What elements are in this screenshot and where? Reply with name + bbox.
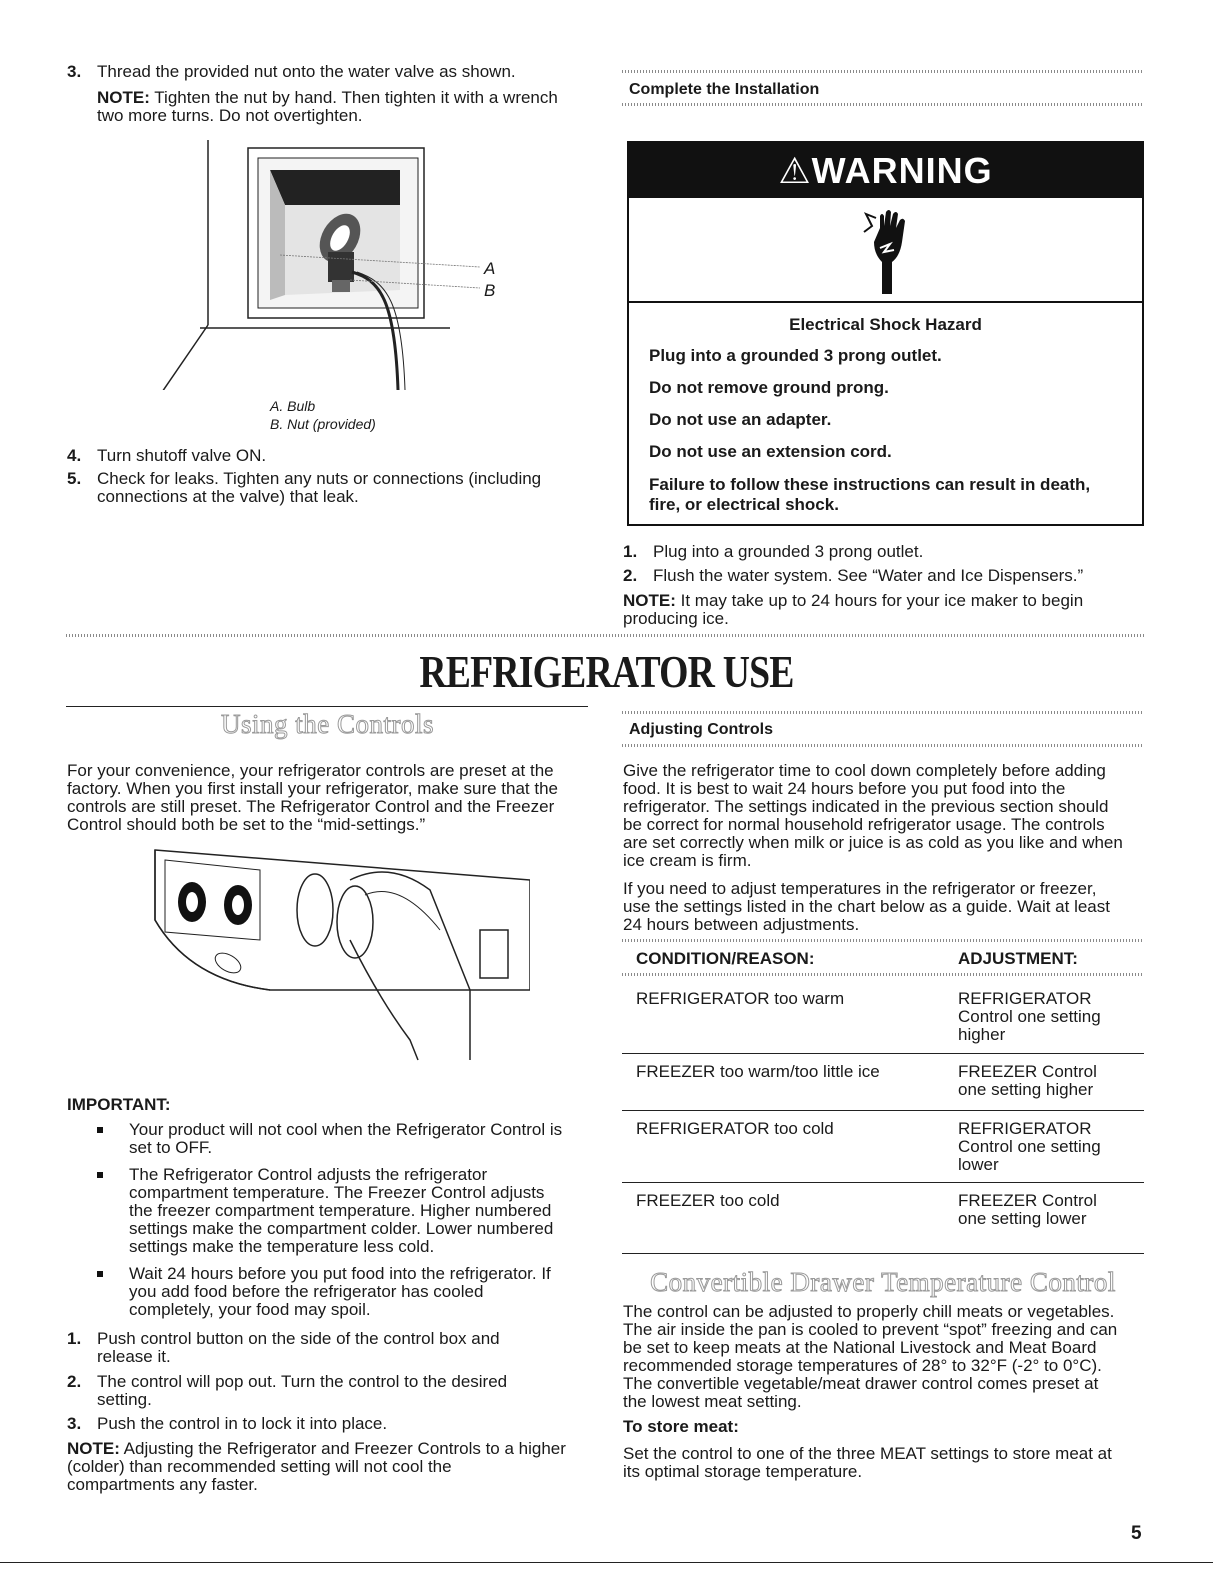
note-text: Tighten the nut by hand. Then tighten it with a wrench: [149, 88, 558, 107]
section-title-adjusting-controls: Adjusting Controls: [629, 721, 773, 738]
install-step-2: [623, 567, 1143, 585]
bullet-icon: [97, 1271, 103, 1277]
step-number: 1.: [67, 1329, 82, 1348]
condition-cell: REFRIGERATOR too cold: [636, 1119, 834, 1138]
install-step-1: [623, 543, 1143, 561]
section-heading-using-controls: Using the Controls: [220, 709, 434, 739]
divider: [622, 103, 1144, 106]
para-line: the lowest meat setting.: [623, 1392, 802, 1411]
warn-line-4: Do not use an extension cord.: [649, 442, 892, 461]
note-text: It may take up to 24 hours for your ice maker to begin: [675, 591, 1084, 610]
step-number: 2.: [623, 566, 638, 585]
control-note: [67, 1440, 612, 1494]
step-text: Flush the water system. See “Water and Ice Dispensers.”: [653, 566, 1084, 585]
adjustment-line: FREEZER Control: [958, 1062, 1097, 1081]
note-text-2: (colder) than recommended setting will not cool the: [67, 1457, 452, 1476]
store-meat-label: To store meat:: [623, 1417, 739, 1436]
convertible-paragraph: [623, 1303, 1151, 1411]
adjustment-line: Control one setting: [958, 1007, 1101, 1026]
step-text: Plug into a grounded 3 prong outlet.: [653, 542, 924, 561]
section-title-complete-installation: Complete the Installation: [629, 81, 820, 98]
step-number: 2.: [67, 1372, 82, 1391]
caption-a: A. Bulb: [270, 398, 316, 414]
table-header-adjustment: ADJUSTMENT:: [958, 949, 1078, 968]
adjustment-cell: [958, 990, 1101, 1044]
para-line: Set the control to one of the three MEAT settings to store meat at: [623, 1444, 1112, 1463]
adjustment-line: higher: [958, 1025, 1006, 1044]
table-row-rule: [622, 1053, 1144, 1054]
step-number: 3.: [67, 1414, 82, 1433]
label-a: A: [484, 259, 496, 278]
step-text-2: connections at the valve) that leak.: [97, 487, 359, 506]
bullet-line: the freezer compartment temperature. Higher numbered: [129, 1201, 552, 1220]
valve-note: [97, 89, 617, 125]
divider: [622, 70, 1144, 73]
divider: [622, 711, 1144, 714]
intro-line: Control should both be set to the “mid-settings.”: [67, 815, 426, 834]
para-line: If you need to adjust temperatures in the refrigerator or freezer,: [623, 879, 1097, 898]
warn-line-5: Failure to follow these instructions can result in death,: [649, 475, 1091, 494]
adjustment-cell: [958, 1120, 1101, 1174]
adjustment-line: FREEZER Control: [958, 1191, 1097, 1210]
para-line: food. It is best to wait 24 hours before you put food into the: [623, 779, 1066, 798]
intro-paragraph: [67, 762, 607, 834]
control-step-3: [67, 1415, 607, 1433]
bullet-line: compartment temperature. The Freezer Control adjusts: [129, 1183, 545, 1202]
intro-line: For your convenience, your refrigerator controls are preset at the: [67, 761, 554, 780]
step-number: 3.: [67, 62, 82, 81]
para-line: The air inside the pan is cooled to prevent “spot” freezing and can: [623, 1320, 1118, 1339]
para-line: recommended storage temperatures of 28° to 32°F (-2° to 0°C).: [623, 1356, 1102, 1375]
footer-rule: [0, 1562, 1213, 1563]
adjustment-line: one setting higher: [958, 1080, 1094, 1099]
bullet-line: settings make the temperature less cold.: [129, 1237, 435, 1256]
warning-icon-area: [629, 198, 1142, 303]
step-text-2: setting.: [97, 1390, 152, 1409]
table-header-condition: CONDITION/REASON:: [636, 949, 815, 968]
important-bullet-3: [97, 1265, 607, 1319]
note-text-3: compartments any faster.: [67, 1475, 258, 1494]
note-label: NOTE:: [67, 1439, 120, 1458]
bullet-line: Your product will not cool when the Refrigerator Control is: [129, 1120, 563, 1139]
step-text: Check for leaks. Tighten any nuts or connections (including: [97, 469, 542, 488]
step-text: The control will pop out. Turn the control to the desired: [97, 1372, 508, 1391]
bullet-line: set to OFF.: [129, 1138, 213, 1157]
para-line: 24 hours between adjustments.: [623, 915, 860, 934]
adjustment-line: REFRIGERATOR: [958, 1119, 1092, 1138]
condition-cell: REFRIGERATOR too warm: [636, 989, 845, 1008]
adjusting-paragraph-1: [623, 762, 1148, 870]
page-title: REFRIGERATOR USE: [419, 646, 794, 697]
warn-line-3: Do not use an adapter.: [649, 410, 832, 429]
adjustment-cell: [958, 1063, 1097, 1099]
intro-line: controls are still preset. The Refrigerator Control and the Freezer: [67, 797, 555, 816]
adjustment-line: REFRIGERATOR: [958, 989, 1092, 1008]
step-number: 1.: [623, 542, 638, 561]
label-b: B: [484, 281, 496, 300]
divider: [622, 744, 1144, 747]
condition-cell: FREEZER too cold: [636, 1191, 780, 1210]
condition-cell: FREEZER too warm/too little ice: [636, 1062, 880, 1081]
store-meat-paragraph: [623, 1445, 1151, 1481]
intro-line: factory. When you first install your refrigerator, make sure that the: [67, 779, 558, 798]
bullet-line: completely, your food may spoil.: [129, 1300, 371, 1319]
para-line: its optimal storage temperature.: [623, 1462, 863, 1481]
step-text: Turn shutoff valve ON.: [97, 446, 267, 465]
step-number: 5.: [67, 469, 82, 488]
table-top-rule: [622, 939, 1144, 942]
warning-header: ⚠WARNING: [629, 143, 1142, 198]
electric-shock-hand-icon: [862, 208, 912, 296]
step-number: 4.: [67, 446, 82, 465]
adjustment-cell: [958, 1192, 1097, 1228]
bullet-line: Wait 24 hours before you put food into the refrigerator. If: [129, 1264, 551, 1283]
note-text: Adjusting the Refrigerator and Freezer Controls to a higher: [119, 1439, 566, 1458]
table-header-rule: [622, 973, 1144, 976]
para-line: The convertible vegetable/meat drawer control comes preset at: [623, 1374, 1099, 1393]
bullet-line: you add food before the refrigerator has cooled: [129, 1282, 484, 1301]
warn-line-2: Do not remove ground prong.: [649, 378, 889, 397]
adjustment-line: one setting lower: [958, 1209, 1087, 1228]
important-bullet-1: [97, 1121, 607, 1157]
page-number: 5: [1131, 1523, 1142, 1544]
step-5: [67, 470, 607, 506]
para-line: ice cream is firm.: [623, 851, 752, 870]
step-4: [67, 447, 607, 465]
install-note: [623, 592, 1143, 628]
step-text: Thread the provided nut onto the water valve as shown.: [97, 62, 516, 81]
para-line: be correct for normal household refrigerator usage. The controls: [623, 815, 1105, 834]
warning-box: [627, 141, 1144, 526]
bullet-icon: [97, 1172, 103, 1178]
table-row-rule: [622, 1110, 1144, 1111]
para-line: refrigerator. The settings indicated in the previous section should: [623, 797, 1109, 816]
bullet-icon: [97, 1127, 103, 1133]
step-text-2: release it.: [97, 1347, 171, 1366]
para-line: use the settings listed in the chart below as a guide. Wait at least: [623, 897, 1110, 916]
step-3: [67, 63, 607, 81]
note-label: NOTE:: [623, 591, 676, 610]
bullet-line: settings make the compartment colder. Lower numbered: [129, 1219, 554, 1238]
step-text: Push the control in to lock it into place.: [97, 1414, 388, 1433]
table-row-rule: [622, 1182, 1144, 1183]
step-text: Push control button on the side of the control box and: [97, 1329, 500, 1348]
control-step-1: [67, 1330, 607, 1366]
control-box-illustration: [150, 840, 530, 1100]
water-valve-illustration: [150, 140, 500, 390]
section-heading-convertible-drawer: Convertible Drawer Temperature Control: [650, 1267, 1116, 1297]
bullet-line: The Refrigerator Control adjusts the refrigerator: [129, 1165, 488, 1184]
table-bottom-rule: [622, 1253, 1144, 1254]
para-line: are set correctly when milk or juice is as cold as you like and when: [623, 833, 1123, 852]
para-line: The control can be adjusted to properly chill meats or vegetables.: [623, 1302, 1115, 1321]
note-label: NOTE:: [97, 88, 150, 107]
control-step-2: [67, 1373, 607, 1409]
caption-b: B. Nut (provided): [270, 416, 376, 432]
note-text-2: producing ice.: [623, 609, 729, 628]
adjusting-paragraph-2: [623, 880, 1148, 934]
heading-rule: [66, 706, 588, 707]
note-text-2: two more turns. Do not overtighten.: [97, 106, 363, 125]
section-divider: [66, 634, 1146, 637]
para-line: be set to keep meats at the National Livestock and Meat Board: [623, 1338, 1097, 1357]
important-bullet-2: [97, 1166, 607, 1256]
hazard-title: Electrical Shock Hazard: [789, 315, 982, 334]
adjustment-line: Control one setting: [958, 1137, 1101, 1156]
adjustment-line: lower: [958, 1155, 999, 1174]
warn-line-6: fire, or electrical shock.: [649, 495, 839, 514]
warn-line-1: Plug into a grounded 3 prong outlet.: [649, 346, 942, 365]
para-line: Give the refrigerator time to cool down completely before adding: [623, 761, 1106, 780]
important-label: IMPORTANT:: [67, 1095, 171, 1114]
